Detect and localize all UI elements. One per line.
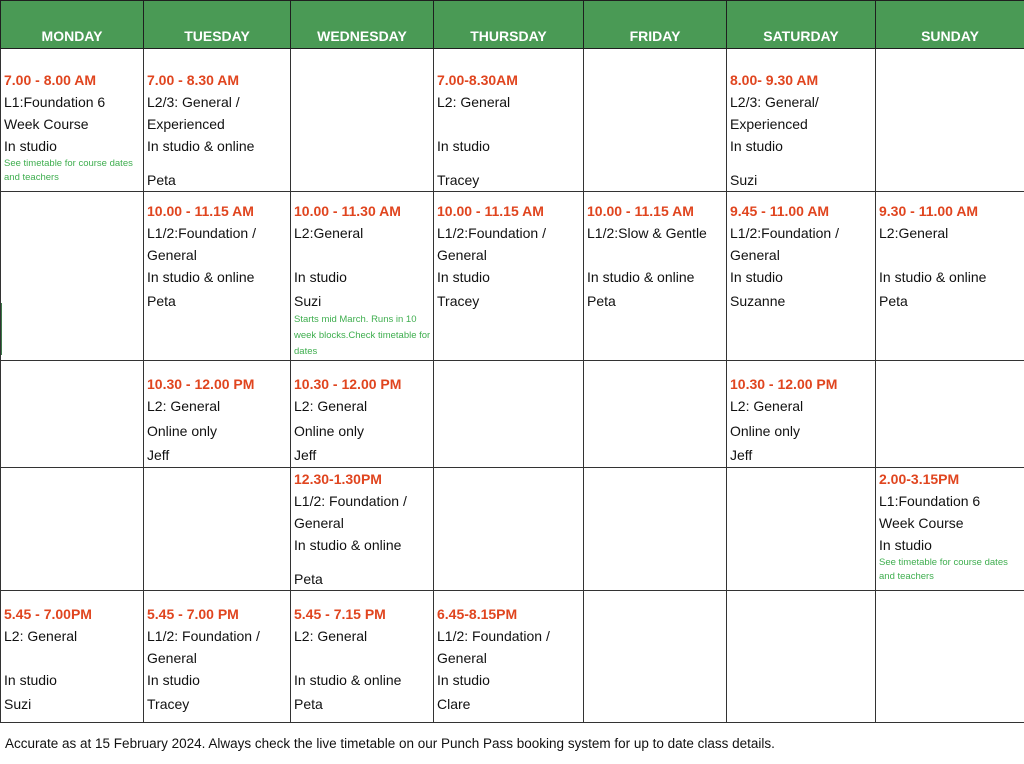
class-level: Week Course (879, 515, 964, 531)
class-level: L1:Foundation 6 (4, 94, 106, 110)
class-level: L2: General (437, 94, 511, 110)
class-level: L1/2: Foundation / (437, 628, 550, 644)
class-level: L2/3: General/ (730, 94, 819, 110)
class-teacher: Peta (294, 571, 323, 587)
class-level: General (147, 247, 197, 263)
class-time: 10.00 - 11.15 AM (147, 203, 254, 219)
class-level: General (294, 515, 344, 531)
class-cell (584, 192, 727, 361)
class-location: In studio & online (147, 138, 255, 154)
class-cell (434, 591, 584, 723)
day-header-sunday: SUNDAY (876, 1, 1024, 49)
class-cell (727, 361, 876, 468)
class-cell (144, 192, 291, 361)
class-cell (1, 591, 144, 723)
empty-cell (434, 468, 584, 591)
class-teacher: Jeff (147, 447, 170, 463)
class-time: 10.30 - 12.00 PM (147, 376, 255, 392)
class-teacher: Tracey (147, 696, 190, 712)
timeslot-row (1, 591, 1024, 723)
class-location: In studio (4, 672, 57, 688)
class-location: Online only (294, 423, 365, 439)
class-location: In studio (730, 138, 783, 154)
class-cell (434, 49, 584, 192)
empty-cell (584, 361, 727, 468)
class-teacher: Suzi (4, 696, 32, 712)
class-teacher: Peta (147, 293, 176, 309)
class-level: General (437, 247, 487, 263)
class-time: 12.30-1.30PM (294, 471, 382, 487)
class-location: In studio (4, 138, 57, 154)
class-cell (727, 49, 876, 192)
class-cell (144, 591, 291, 723)
timeslot-row (1, 361, 1024, 468)
day-header-friday: FRIDAY (584, 1, 727, 49)
class-cell (144, 49, 291, 192)
class-cell (291, 591, 434, 723)
class-time: 2.00-3.15PM (879, 471, 960, 487)
day-header-tuesday: TUESDAY (144, 1, 291, 49)
class-time: 10.00 - 11.15 AM (587, 203, 694, 219)
class-time: 7.00 - 8.00 AM (4, 72, 97, 88)
class-note: See timetable for course dates and teachers (4, 158, 133, 183)
class-level: L2: General (294, 398, 368, 414)
class-level: L1/2:Foundation / (730, 225, 839, 241)
timeslot-row (1, 192, 1024, 361)
class-time: 10.30 - 12.00 PM (294, 376, 402, 392)
class-time: 6.45-8.15PM (437, 606, 518, 622)
empty-cell (584, 49, 727, 192)
empty-cell (584, 591, 727, 723)
class-level: L2/3: General / (147, 94, 240, 110)
empty-cell (291, 49, 434, 192)
class-location: In studio (147, 672, 200, 688)
class-cell (434, 192, 584, 361)
class-level: L1/2:Foundation / (147, 225, 256, 241)
empty-cell (876, 361, 1024, 468)
class-location: In studio & online (147, 269, 255, 285)
class-cell (291, 192, 434, 361)
class-teacher: Peta (294, 696, 323, 712)
timeslot-row (1, 468, 1024, 591)
class-teacher: Tracey (437, 172, 480, 188)
class-location: In studio & online (587, 269, 695, 285)
class-teacher: Jeff (730, 447, 753, 463)
empty-cell (584, 468, 727, 591)
class-teacher: Jeff (294, 447, 317, 463)
class-cell (1, 49, 144, 192)
accuracy-footnote: Accurate as at 15 February 2024. Always check the live timetable on our Punch Pass booking system for up to date class details. (5, 736, 775, 751)
class-location: In studio & online (879, 269, 987, 285)
class-level: L2:General (294, 225, 364, 241)
class-location: In studio (437, 269, 490, 285)
class-time: 10.00 - 11.30 AM (294, 203, 401, 219)
empty-cell (1, 468, 144, 591)
class-location: In studio (437, 138, 490, 154)
class-teacher: Suzi (294, 293, 322, 309)
class-level: L1/2:Foundation / (437, 225, 546, 241)
class-teacher: Suzanne (730, 293, 786, 309)
class-time: 9.30 - 11.00 AM (879, 203, 979, 219)
class-time: 5.45 - 7.00PM (4, 606, 92, 622)
class-time: 5.45 - 7.00 PM (147, 606, 239, 622)
empty-cell (144, 468, 291, 591)
class-level: L2:General (879, 225, 949, 241)
class-teacher: Peta (147, 172, 176, 188)
empty-cell (876, 49, 1024, 192)
class-location: In studio & online (294, 672, 402, 688)
class-location: In studio (879, 537, 932, 553)
class-time: 10.00 - 11.15 AM (437, 203, 544, 219)
class-level: L2: General (147, 398, 221, 414)
class-location: In studio (437, 672, 490, 688)
class-time: 7.00 - 8.30 AM (147, 72, 240, 88)
class-time: 8.00- 9.30 AM (730, 72, 819, 88)
empty-cell (1, 361, 144, 468)
day-header-wednesday: WEDNESDAY (291, 1, 434, 49)
day-header-thursday: THURSDAY (434, 1, 584, 49)
class-level: Experienced (730, 116, 808, 132)
class-cell (291, 361, 434, 468)
class-teacher: Peta (879, 293, 908, 309)
class-level: L1/2: Foundation / (147, 628, 260, 644)
class-level: L1/2:Slow & Gentle (587, 225, 707, 241)
class-level: L1:Foundation 6 (879, 493, 981, 509)
class-time: 10.30 - 12.00 PM (730, 376, 838, 392)
day-header-monday: MONDAY (1, 1, 144, 49)
class-cell (876, 468, 1024, 591)
class-location: In studio & online (294, 537, 402, 553)
timeslot-row (1, 49, 1024, 192)
class-level: General (147, 650, 197, 666)
class-level: L1/2: Foundation / (294, 493, 407, 509)
empty-cell (1, 192, 144, 361)
class-location: Online only (147, 423, 218, 439)
class-level: L2: General (294, 628, 368, 644)
day-header-row (1, 1, 1024, 49)
class-level: Experienced (147, 116, 225, 132)
class-location: In studio (294, 269, 347, 285)
class-level: General (730, 247, 780, 263)
class-time: 5.45 - 7.15 PM (294, 606, 386, 622)
class-cell (291, 468, 434, 591)
class-cell (727, 192, 876, 361)
day-header-saturday: SATURDAY (727, 1, 876, 49)
class-cell (144, 361, 291, 468)
class-level: General (437, 650, 487, 666)
class-location: In studio (730, 269, 783, 285)
class-teacher: Peta (587, 293, 616, 309)
empty-cell (876, 591, 1024, 723)
class-note: See timetable for course dates and teachers (879, 557, 1008, 582)
class-teacher: Tracey (437, 293, 480, 309)
empty-cell (727, 591, 876, 723)
class-level: Week Course (4, 116, 89, 132)
empty-cell (434, 361, 584, 468)
class-time: 7.00-8.30AM (437, 72, 518, 88)
class-level: L2: General (730, 398, 804, 414)
class-cell (876, 192, 1024, 361)
class-time: 9.45 - 11.00 AM (730, 203, 830, 219)
class-note: Starts mid March. Runs in 10 week blocks.Check timetable for dates (294, 314, 431, 357)
class-teacher: Suzi (730, 172, 758, 188)
class-level: L2: General (4, 628, 78, 644)
class-location: Online only (730, 423, 801, 439)
class-teacher: Clare (437, 696, 471, 712)
empty-cell (727, 468, 876, 591)
